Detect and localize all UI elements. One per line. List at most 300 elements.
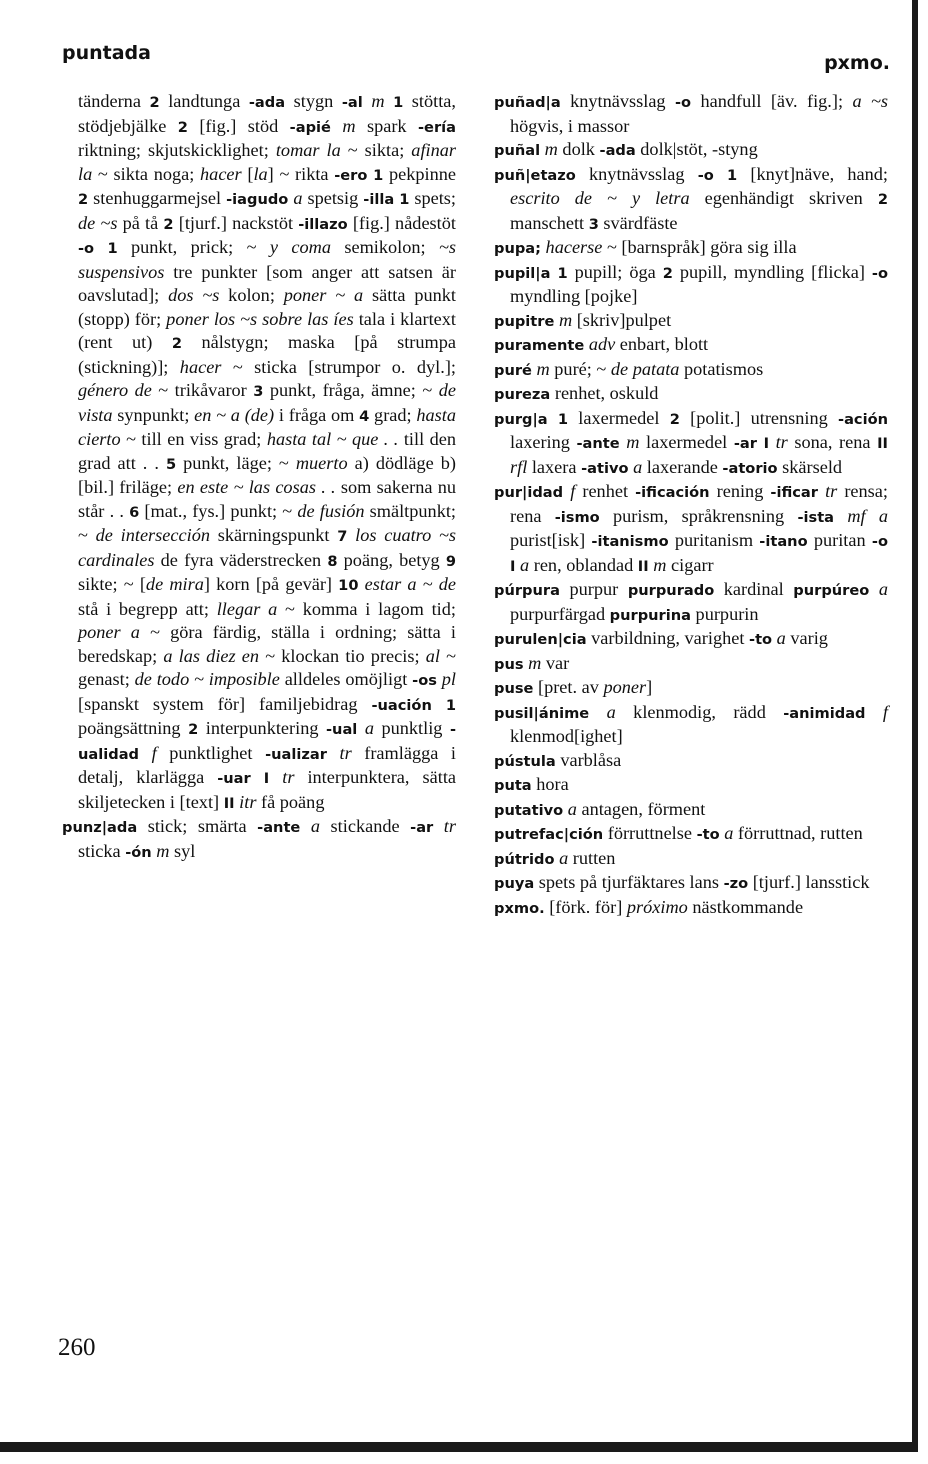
entry-text: [knyt]näve, hand;: [737, 163, 888, 184]
italic-text: a: [724, 823, 734, 843]
dictionary-entry: [494, 480, 888, 578]
italic-text: tr: [282, 767, 295, 787]
headword-text: -animidad: [783, 704, 866, 722]
entry-text: ]: [646, 677, 653, 697]
headword-text: pus: [494, 655, 524, 673]
italic-text: los cuatro ~s cardinales: [78, 525, 457, 570]
italic-text: poner a: [78, 622, 140, 642]
entry-text: [spanskt system för] familjebidrag: [78, 693, 372, 714]
entry-text: [mat., fys.] punkt; ~: [139, 500, 298, 521]
italic-text: rfl: [510, 456, 528, 477]
entry-text: tänderna: [78, 91, 150, 111]
entry-text: klenmod[ighet]: [510, 726, 623, 746]
italic-text: a las diez en: [163, 645, 260, 666]
headword-text: 1: [557, 410, 569, 428]
dictionary-entry: [494, 773, 888, 798]
entry-text: [94, 237, 107, 257]
headword-text: -ual: [326, 721, 358, 738]
headword-text: pxmo.: [494, 899, 545, 917]
italic-text: m: [371, 91, 385, 111]
headword-text: I: [510, 557, 516, 575]
entry-text: enbart, blott: [615, 334, 709, 354]
headword-text: 2: [188, 721, 199, 738]
entry-text: de fyra väderstrecken: [154, 549, 328, 570]
italic-text: tomar la: [275, 140, 341, 160]
entry-text: laxermedel: [568, 407, 670, 428]
italic-text: pl: [441, 669, 457, 689]
headword-text: puñad|a: [494, 94, 561, 111]
running-head-left: puntada: [62, 42, 151, 64]
entry-text: ~ komma i lagom tid;: [277, 598, 456, 619]
entry-text: punkt, fråga, ämne; ~: [263, 380, 439, 400]
italic-text: de vista: [78, 380, 456, 425]
entry-text: [869, 579, 879, 599]
headword-text: -ero: [334, 166, 368, 184]
headword-text: -uación: [371, 696, 432, 714]
headword-text: -o: [697, 166, 714, 184]
running-head-right: pxmo.: [824, 52, 890, 74]
italic-text: hasta cierto: [78, 404, 456, 449]
headword-text: -iagudo: [226, 191, 289, 208]
italic-text: a: [310, 816, 321, 836]
entry-text: punktlighet: [156, 742, 266, 763]
italic-text: hacer: [200, 163, 242, 184]
headword-text: 1: [107, 240, 118, 257]
entry-text: tre punkter [som anger att satsen är oavslutad];: [78, 261, 456, 305]
italic-text: de ~s: [78, 212, 118, 233]
entry-text: varblåsa: [555, 749, 622, 770]
entry-text: på tå: [117, 212, 164, 233]
entry-text: puritan: [807, 530, 872, 550]
headword-text: -ista: [797, 508, 835, 526]
italic-text: a: [364, 718, 374, 738]
entry-text: [förk. för]: [544, 896, 627, 917]
headword-text: 8: [327, 552, 338, 570]
entry-text: [589, 702, 606, 722]
entry-text: varbildning, varighet: [586, 628, 750, 648]
entry-text: [866, 702, 883, 722]
headword-text: pústula: [494, 752, 556, 770]
entry-text: grad;: [369, 404, 417, 425]
headword-text: II: [877, 435, 888, 452]
headword-text: -itano: [759, 533, 808, 550]
entry-text: syl: [169, 840, 196, 861]
entry-text: hora: [531, 774, 569, 794]
headword-text: -ería: [417, 118, 456, 136]
italic-text: la: [253, 163, 268, 184]
entry-text: ~ sticka [strumpor o. dyl.];: [221, 356, 456, 377]
headword-text: -uar: [217, 770, 251, 787]
entry-text: kardinal: [714, 579, 794, 599]
headword-text: -ada: [248, 94, 286, 111]
entry-text: punkt, läge; ~: [176, 452, 296, 473]
headword-text: 1: [373, 166, 384, 184]
entry-text: förruttnad, rutten: [733, 823, 863, 843]
italic-text: y coma: [269, 237, 331, 257]
italic-text: a: [776, 628, 786, 648]
headword-text: 4: [359, 407, 370, 425]
entry-text: ~ trikåvaror: [151, 380, 254, 400]
italic-text: de patata: [610, 358, 680, 379]
italic-text: m: [156, 840, 170, 861]
italic-text: f: [882, 701, 889, 722]
dictionary-entry: [62, 815, 456, 864]
entry-text: i fråga om: [274, 404, 360, 425]
headword-text: -itanismo: [591, 533, 669, 550]
headword-text: 2: [669, 410, 680, 428]
entry-text: [269, 767, 282, 787]
entry-text: ~ [barnspråk] göra sig illa: [602, 237, 797, 257]
entry-text: rutten: [568, 847, 616, 868]
headword-text: puse: [494, 680, 534, 697]
entry-text: spetsig: [302, 188, 364, 208]
dictionary-entry: [494, 333, 888, 358]
italic-text: itr: [239, 791, 257, 812]
entry-text: kolon;: [219, 285, 284, 305]
italic-text: de fusión: [297, 500, 365, 521]
entry-text: [433, 816, 444, 836]
dictionary-entry: [494, 822, 888, 847]
entry-text: smältpunkt; ~: [78, 500, 456, 545]
entry-text: [139, 743, 152, 763]
entry-text: [: [241, 163, 254, 184]
entry-text: sona, rena: [787, 432, 878, 452]
dictionary-entry: [494, 627, 888, 652]
italic-text: llegar a: [216, 598, 278, 619]
headword-text: puñal: [494, 142, 541, 159]
entry-text: landtunga: [159, 91, 249, 111]
entry-text: ] ~ rikta: [267, 163, 335, 184]
italic-text: hasta tal ~ que . .: [266, 429, 399, 449]
headword-text: 1: [557, 264, 568, 282]
entry-text: laxermedel: [639, 432, 734, 452]
entry-text: semikolon;: [330, 237, 439, 257]
headword-text: putativo: [494, 801, 564, 819]
entry-text: framlägga i detalj, klarlägga: [78, 742, 456, 787]
headword-text: 6: [129, 503, 140, 521]
headword-text: 2: [149, 94, 160, 111]
headword-text: -o: [871, 533, 888, 550]
headword-text: II: [223, 794, 235, 812]
headword-text: 2: [177, 118, 188, 136]
dictionary-entry: [494, 798, 888, 823]
headword-text: I: [763, 435, 769, 452]
entry-text: [fig.] stöd: [187, 115, 290, 136]
headword-text: 1: [393, 94, 404, 111]
headword-text: -ificación: [635, 484, 710, 501]
entry-text: [327, 743, 340, 763]
italic-text: al: [425, 645, 440, 666]
italic-text: m: [528, 652, 542, 673]
headword-text: -zo: [723, 875, 749, 892]
dictionary-entry: [494, 407, 888, 481]
headword-text: 2: [171, 335, 182, 352]
entry-text: renhet, oskuld: [550, 383, 659, 403]
dictionary-entry: [494, 701, 888, 749]
entry-text: [714, 164, 727, 184]
entry-text: knytnävsslag: [575, 163, 698, 184]
italic-text: dos ~s: [168, 285, 220, 305]
entry-text: skärseld: [777, 456, 843, 477]
headword-text: 1: [445, 696, 456, 714]
dictionary-entry: [494, 90, 888, 138]
headword-text: -ante: [257, 819, 301, 836]
italic-text: de mira: [145, 574, 204, 594]
headword-text: 3: [253, 383, 264, 400]
entry-text: nålstygn; maska [på strumpa (stickning)];: [78, 332, 456, 377]
right-column: [494, 90, 888, 920]
italic-text: de todo ~ imposible: [134, 669, 280, 689]
entry-text: nästkommande: [687, 896, 804, 917]
entry-text: [pret. av: [533, 677, 604, 697]
entry-text: ~ göra färdig, ställa i ordning; sätta i beredskap;: [78, 622, 456, 666]
italic-text: escrito de ~ y letra: [510, 188, 690, 208]
dictionary-entry: [494, 358, 888, 383]
entry-text: potatismos: [679, 358, 764, 379]
entry-text: varig: [785, 628, 828, 648]
entry-text: purpurfärgad: [510, 603, 610, 624]
entry-text: purpurin: [690, 603, 759, 624]
entry-text: alldeles omöjligt: [279, 669, 413, 689]
italic-text: f: [570, 481, 576, 501]
entry-text: stickande: [320, 816, 411, 836]
italic-text: hacerse: [545, 237, 603, 257]
headword-text: -to: [749, 631, 773, 648]
dictionary-entry: [494, 261, 888, 309]
entry-text: [tjurf.] lansstick: [748, 872, 870, 892]
italic-text: m: [626, 432, 640, 452]
headword-text: pusil|ánime: [494, 704, 590, 722]
italic-text: poner ~ a: [283, 285, 364, 305]
entry-text: stygn: [285, 91, 342, 111]
entry-text: handfull [äv. fig.];: [691, 91, 853, 111]
entry-text: stötta, stödjebjälke: [78, 91, 456, 136]
italic-text: en este ~ las cosas . .: [177, 477, 336, 497]
entry-text: [tjurf.] nackstöt: [173, 212, 299, 233]
entry-text: sticka: [78, 840, 126, 861]
entry-text: [385, 91, 394, 111]
headword-text: pupa;: [494, 240, 541, 257]
entry-text: [818, 481, 825, 501]
headword-text: -o: [675, 94, 692, 111]
headword-text: -ada: [599, 142, 636, 159]
italic-text: m: [536, 358, 550, 379]
headword-text: -illa: [363, 191, 395, 208]
headword-text: 1: [399, 191, 410, 208]
dictionary-entry: [494, 309, 888, 334]
italic-text: a: [559, 847, 569, 868]
page-number: 260: [58, 1334, 96, 1361]
headword-text: -ón: [125, 843, 152, 861]
headword-text: 2: [662, 264, 673, 282]
entry-text: pupill; öga: [567, 261, 663, 282]
entry-text: [fig.] nådestöt: [347, 212, 456, 233]
entry-text: riktning; skjutskicklighet;: [78, 140, 276, 160]
entry-text: [757, 432, 764, 452]
italic-text: tr: [775, 432, 788, 452]
entry-text: punktlig: [373, 718, 450, 738]
entry-text: [polit.] utrensning: [679, 407, 839, 428]
entry-text: få poäng: [256, 791, 325, 812]
entry-text: stick; smärta: [137, 816, 258, 836]
headword-text: II: [637, 557, 649, 575]
entry-text: skärningspunkt: [210, 525, 338, 545]
italic-text: en ~ a (de): [194, 404, 275, 425]
entry-text: laxerande: [642, 456, 723, 477]
italic-text: estar a ~ de: [364, 574, 456, 594]
italic-text: hacer: [179, 356, 222, 377]
entry-text: manschett: [510, 212, 589, 233]
entry-text: purpur: [559, 579, 628, 599]
headword-text: purpúreo: [793, 582, 870, 599]
headword-text: -ativo: [581, 459, 629, 477]
dictionary-entry: [494, 652, 888, 677]
entry-text: sikte; ~ [: [78, 574, 146, 594]
italic-text: poner: [603, 677, 647, 697]
italic-text: f: [151, 742, 157, 763]
entry-text: puré; ~: [549, 358, 611, 379]
entry-text: var: [541, 652, 570, 673]
italic-text: tr: [339, 742, 352, 763]
entry-text: tala i klartext (rent ut): [78, 308, 456, 352]
headword-text: puré: [494, 361, 532, 379]
dictionary-entry: [494, 382, 888, 407]
entry-text: [834, 506, 847, 526]
headword-text: purg|a: [494, 410, 548, 428]
headword-text: -ualidad: [78, 721, 456, 763]
italic-text: a ~s: [852, 91, 888, 111]
entry-text: cigarr: [666, 554, 714, 575]
left-column: [62, 90, 456, 864]
headword-text: -ar: [733, 435, 757, 452]
headword-text: puya: [494, 875, 535, 892]
entry-text: [300, 816, 311, 836]
entry-text: ~ klockan tio precis;: [259, 645, 426, 666]
entry-text: [432, 694, 446, 714]
entry-text: myndling [pojke]: [510, 286, 638, 306]
headword-text: purulen|cia: [494, 631, 587, 648]
headword-text: -ificar: [770, 484, 818, 501]
entry-text: laxering: [510, 432, 577, 452]
entry-text: svärdfäste: [598, 212, 678, 233]
entry-text: spets på tjurfäktares lans: [534, 872, 724, 892]
entry-text: ] korn [på gevär]: [203, 574, 339, 594]
entry-text: ~ till en viss grad;: [120, 429, 267, 449]
entry-text: [331, 116, 342, 136]
headword-text: -atorio: [722, 459, 778, 477]
headword-text: 1: [727, 166, 738, 184]
entry-text: ~ sikta noga;: [92, 163, 201, 184]
headword-text: 5: [165, 455, 177, 473]
entry-text: pekpinne: [383, 163, 456, 184]
entry-text: puritanism: [668, 530, 760, 550]
italic-text: muerto: [295, 452, 348, 473]
entry-text: poängsättning: [78, 718, 189, 738]
entry-text: stå i begrepp att;: [78, 598, 217, 619]
headword-text: purpurina: [609, 606, 691, 624]
headword-text: pupitre: [494, 312, 555, 330]
entry-text: sätta punkt (stopp) för;: [78, 285, 456, 329]
entry-text: egenhändigt skriven: [689, 188, 878, 208]
headword-text: -os: [412, 672, 437, 689]
entry-text: [769, 432, 776, 452]
entry-text: ren, oblandad: [529, 554, 638, 575]
entry-text: knytnävsslag: [560, 91, 675, 111]
entry-text: interpunktera, sätta skiljetecken i [text]: [78, 767, 457, 812]
italic-text: tr: [443, 816, 456, 836]
italic-text: ~s suspensivos: [78, 237, 456, 282]
entry-text: synpunkt;: [112, 404, 195, 425]
entry-text: [548, 408, 558, 428]
headword-text: puta: [494, 777, 532, 794]
dictionary-entry: [494, 896, 888, 921]
headword-text: 7: [337, 528, 348, 545]
italic-text: mf a: [847, 505, 889, 526]
entry-text: högvis, i massor: [510, 115, 630, 136]
entry-text: förruttnelse: [603, 823, 697, 843]
italic-text: a: [878, 579, 888, 599]
dictionary-entry: [494, 578, 888, 627]
entry-text: spets;: [409, 188, 457, 208]
headword-text: I: [263, 770, 270, 787]
headword-text: pureza: [494, 386, 551, 403]
headword-text: -to: [696, 826, 720, 843]
headword-text: -ación: [838, 410, 888, 428]
headword-text: 2: [78, 191, 89, 208]
headword-text: punz|ada: [62, 819, 138, 836]
entry-text: [347, 525, 355, 545]
headword-text: 10: [338, 577, 359, 594]
entry-text: ~ genast;: [78, 645, 456, 689]
headword-text: -ar: [410, 819, 434, 836]
headword-text: -o: [78, 240, 95, 257]
entry-text: a) dödläge b) [bil.] friläge;: [78, 452, 456, 497]
headword-text: -al: [341, 94, 363, 111]
headword-text: pur|idad: [494, 484, 564, 501]
dictionary-entry: [62, 90, 456, 815]
italic-text: a: [633, 456, 643, 477]
entry-text: dolk: [557, 139, 600, 159]
entry-text: till den grad att . .: [78, 429, 456, 473]
entry-text: purism, språkrensning: [599, 505, 798, 526]
entry-text: rensa; rena: [510, 481, 888, 526]
entry-text: laxera: [527, 456, 582, 477]
headword-text: 9: [445, 552, 457, 570]
dictionary-entry: [494, 236, 888, 261]
headword-text: 2: [877, 191, 888, 208]
dictionary-entry: [494, 847, 888, 872]
headword-text: -apié: [289, 118, 331, 136]
entry-text: dolk|stöt, -styng: [635, 139, 758, 159]
entry-text: som sakerna nu står . .: [78, 477, 457, 521]
entry-text: pupill, myndling [flicka]: [672, 261, 872, 282]
headword-text: 3: [588, 215, 599, 233]
headword-text: puñ|etazo: [494, 166, 576, 184]
entry-text: antagen, förment: [576, 798, 706, 819]
italic-text: afinar la: [78, 140, 456, 184]
italic-text: a: [293, 188, 303, 208]
dictionary-entry: [494, 871, 888, 896]
entry-text: ~ sikta;: [340, 140, 412, 160]
headword-text: 2: [163, 215, 174, 233]
italic-text: m: [653, 554, 667, 575]
dictionary-entry: [494, 676, 888, 701]
dictionary-entry: [494, 163, 888, 237]
headword-text: puramente: [494, 337, 585, 354]
italic-text: m: [558, 309, 573, 330]
italic-text: a: [606, 701, 616, 722]
headword-text: -ismo: [554, 508, 600, 526]
